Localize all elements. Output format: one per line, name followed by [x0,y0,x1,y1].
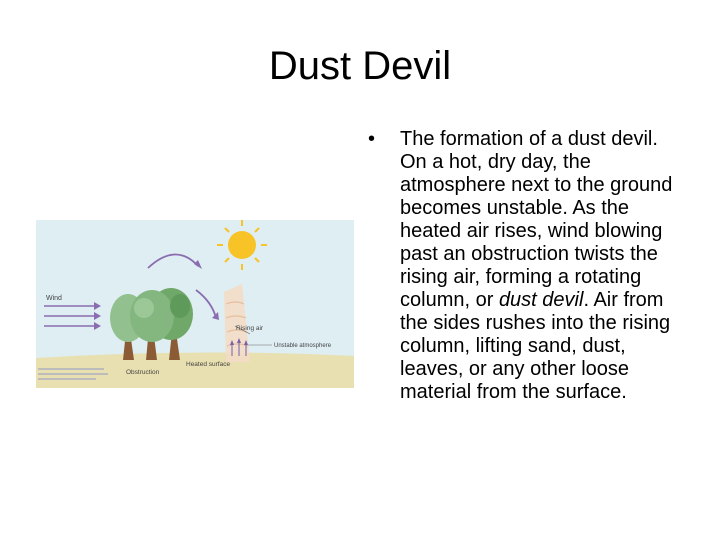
dust-devil-diagram [36,220,354,388]
obstruction-label: Obstruction [126,369,160,376]
wind-label: Wind [46,295,62,302]
wind-arrows [44,302,101,330]
unstable-atmosphere-label: Unstable atmosphere [274,343,332,349]
heated-surface-label: Heated surface [186,361,231,368]
ground [36,352,354,388]
body-text-part-1: The formation of a dust devil. On a hot, dry day, the atmosphere next to the ground becomes unstable. As the heated air rises, wind blowing past an obstruction twists the rising air, forming a rotating column, or [400,128,673,311]
slide-title: Dust Devil [268,44,452,88]
rising-air-label: Rising air [236,325,264,332]
body-text-emphasis: dust devil [498,289,584,311]
bullet-marker: • [368,128,376,150]
bullet-text [400,128,690,404]
body-text-part-2: . Air from the sides rushes into the rising column, lifting sand, dust, leaves, or any other loose material from the surface. [400,289,671,403]
